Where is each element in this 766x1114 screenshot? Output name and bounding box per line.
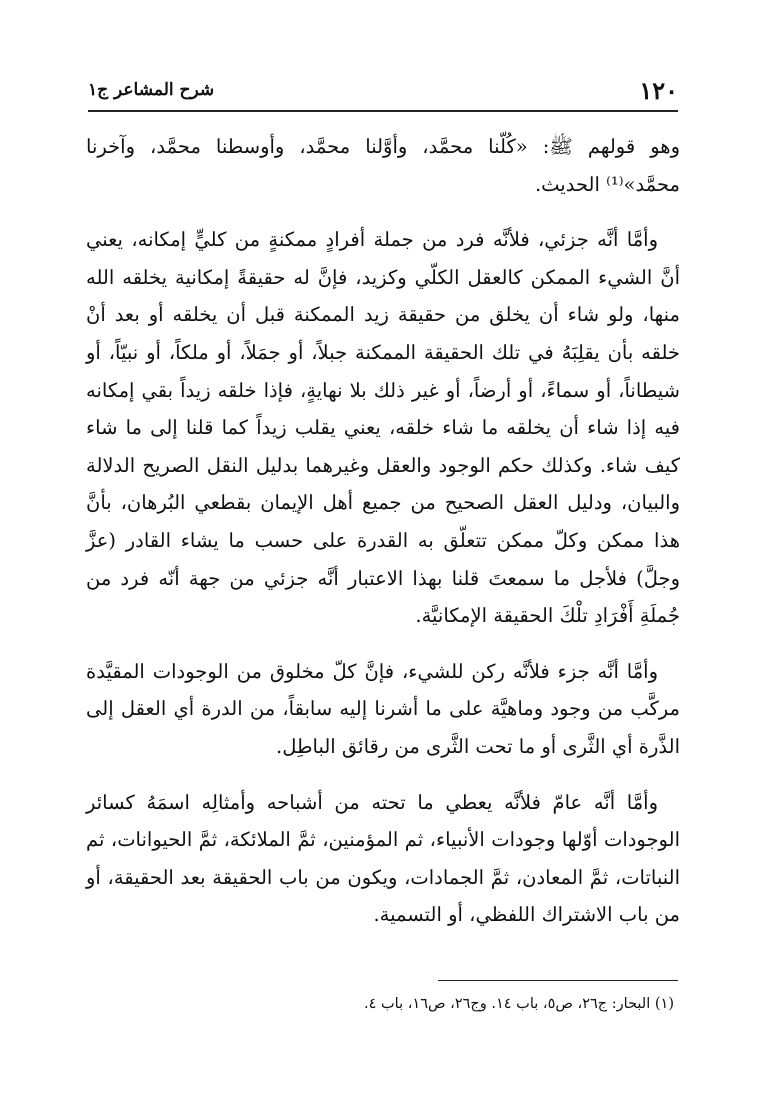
- paragraph-3: وأمَّا أنَّه جزء فلأنَّه ركن للشيء، فإنَّ كلّ مخلوق من الوجودات المقيَّدة مركَّب من وجود وماهيَّة على ما أشرنا إليه سابقاً، من الدرة أي العقل إلى الذَّرة أي الثَّرى أو ما تحت الثَّرى من رقائق الباطِل.: [86, 659, 680, 758]
- running-title: شرح المشاعر ج١: [88, 80, 215, 100]
- footnote: (١) البحار: ج٢٦، ص٥، باب ١٤. وج٢٦، ص١٦، باب ٤.: [364, 996, 674, 1012]
- paragraph-4: وأمَّا أنَّه عامّ فلأنَّه يعطي ما تحته من أشباحه وأمثالِه اسمَهُ كسائر الوجودات أوّلها وجودات الأنبياء، ثم المؤمنين، ثمَّ الملائكة، ثمَّ الحيوانات، ثم النباتات، ثمَّ المعادن، ثمَّ الجمادات، ويكون من باب الحقيقة بعد الحقيقة، أو من باب الاشتراك اللفظي، أو التسمية.: [86, 790, 680, 927]
- paragraph-1: وهو قولهم ﷺ: «كُلّنا محمَّد، وأوَّلنا محمَّد، وأوسطنا محمَّد، وآخرنا محمَّد»⁽¹⁾ الحديث.: [86, 135, 680, 196]
- footnote-divider: [438, 980, 678, 981]
- body-text: [86, 128, 680, 952]
- page-header: [88, 70, 678, 112]
- paragraph-2: وأمَّا أنَّه جزئي، فلأنَّه فرد من جملة أفرادٍ ممكنةٍ من كليٍّ إمكانه، يعني أنَّ الشيء الممكن كالعقل الكلّي وكزيد، فإنَّ له حقيقةً إمكانية يخلقه الله منها، ولو شاء أن يخلق من حقيقة زيد الممكنة قبل أن يخلقه أو بعد أنْ خلقه بأن يقلِبَهُ في تلك الحقيقة الممكنة جبلاً، أو جمَلاً، أو ملكاً، أو نبيّاً، أو شيطاناً، أو سماءً، أو أرضاً، أو غير ذلك بلا نهايةٍ، فإذا خلقه زيداً بقي إمكانه فيه إذا شاء أن يخلقه ما شاء خلقه، يعني يقلب زيداً كما قلنا إلى ما شاء كيف شاء. وكذلك حكم الوجود والعقل وغيرهما بدليل النقل الصريح الدلالة والبيان، ودليل العقل الصحيح من جميع أهل الإيمان بقطعي البُرهان، بأنَّ هذا ممكن وكلّ ممكن تتعلّق به القدرة على حسب ما يشاء القادر (عزَّ وجلَّ) فلأجل ما سمعتَ قلنا بهذا الاعتبار أنَّه جزئي من جهة أنّه فرد من جُملَةِ أَفْرَادِ تلْكَ الحقيقة الإمكانيَّة.: [86, 228, 680, 628]
- page-number: ١٢٠: [639, 75, 678, 105]
